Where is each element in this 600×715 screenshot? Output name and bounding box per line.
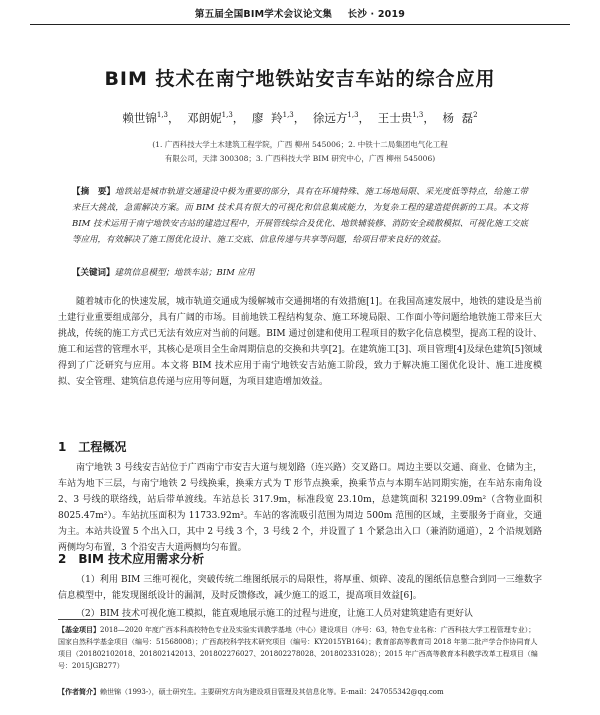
keywords-label: 【关键词】 [72,268,115,278]
section-title: 工程概况 [78,440,127,454]
affiliation-line: 有限公司，天津 300308；3. 广西科技大学 BIM 研究中心，广西 柳州 545006) [164,154,436,163]
section-heading [58,550,204,567]
author-bio-footnote [58,686,542,698]
abstract [72,184,528,248]
section-number: 2 [58,552,67,566]
section-title: BIM 技术应用需求分析 [78,552,205,566]
author-bio-label: 【作者简介】 [58,688,100,696]
abstract-text: 地铁站是城市轨道交通建设中极为重要的部分，具有在环境特殊、施工场地局限、采光度低等特点，给施工带来巨大挑战，急需解决方案。而 BIM 技术具有很大的可视化和信息集成能力，为复杂工程的建造提供新的工具。本文将 BIM 技术运用于南宁地铁安吉站的建造过程中，开展管线综合及优化、地铁辅装修、消防安全疏散模拟、可视化施工交底等应用，有效解决了施工图优化设计、施工交底、信息传递与共享等问题，给项目带来良好的效益。 [72,187,528,245]
abstract-label: 【摘 要】 [72,187,116,197]
author-list [0,110,600,126]
keywords-text: 建筑信息模型；地铁车站；BIM 应用 [114,268,255,278]
author: 杨 磊$^2$ [442,111,478,125]
author: 邓朗妮$^{1,3}$， [187,111,245,125]
author: 王士贵$^{1,3}$， [377,111,435,125]
section-heading [58,438,126,455]
keywords [72,266,528,278]
author: 廖 羚$^{1,3}$， [251,111,306,125]
running-header [0,6,600,24]
affiliation-line: (1. 广西科技大学土木建筑工程学院，广西 柳州 545006；2. 中铁十二局集团电气化工程 [152,140,448,149]
author-bio-text: 赖世锦（1993-），硕士研究生。主要研究方向为建设项目管理及其信息化等。E-mail：247055342@qq.com [100,688,444,696]
funding-label: 【基金项目】 [58,626,100,634]
section-number: 1 [58,440,67,454]
author: 赖世锦$^{1,3}$， [122,111,180,125]
header-proceedings: 第五届全国BIM学术会议论文集 [194,9,333,20]
affiliations [110,138,490,166]
header-divider [30,24,570,25]
section1-paragraph: 南宁地铁 3 号线安吉站位于广西南宁市安吉大道与规划路（连兴路）交叉路口。周边主要以交通、商业、仓储为主，车站为地下三层，与南宁地铁 2 号线换乘，换乘方式为 T 形节点换乘，换乘节点与本期车站同期实施，在车站东南角设 2、3 号线的联络线，站后带单渡线。车站总长 317.9m，标准段宽 23.10m，总建筑面积 32199.09m²（含物业面积 8025.47m²）。车站抗压面积为 11733.92m²。车站的客流吸引范围为周边 500m 范围的区域，主要服务于商业，交通为主。本站共设置 5 个出入口，其中 2 号线 3 个，3 号线 2 个，并设置了 1 个紧急出入口（兼消防通道），2 个沿规划路两侧均匀布置，3 个沿安吉大道两侧均匀布置。 [58,463,542,553]
funding-text: 2018—2020 年度广西本科高校特色专业及实验实训教学基地（中心）建设项目（序号：63，特色专业名称：广西科技大学工程管理专业）；国家自然科学基金项目（编号：51568008）；广西高校科学技术研究项目（编号：KY2015YB164）；教育部高等教育司 2018 年第二批产学合作协同育人项目（201802102018、201802142013、201802276027、201802278028、201802331028）；2015 年广西高等教育本科教学改革工程项目（编号：2015JGB277） [58,626,538,670]
footnote-divider [58,619,138,620]
section2-paragraph: （1）利用 BIM 三维可视化，突破传统二维图纸展示的局限性，将厚重、烦碎、凌乱的图纸信息整合到同一三维数字信息模型中，能发现图纸设计的漏洞，及时反馈修改，减少施工的返工，提高项目效益[6]。 [58,575,542,601]
header-location-year: 长沙 · 2019 [347,9,406,20]
paper-title: BIM 技术在南宁地铁站安吉车站的综合应用 [104,68,496,90]
funding-footnote [58,624,542,672]
intro-paragraph: 随着城市化的快速发展，城市轨道交通成为缓解城市交通拥堵的有效措施[1]。在我国高速发展中，地铁的建设是当前土建行业重要组成部分，具有广阔的市场。目前地铁工程结构复杂、施工环境局限、工作面小等问题给地铁施工带来巨大挑战，传统的施工方式已无法有效应对当前的问题。BIM 通过创建和使用工程项目的数字化信息模型，提高工程的设计、施工和运营的管理水平，其核心是项目全生命周期信息的交换和共享[2]。在建筑施工[3]、项目管理[4]及绿色建筑[5]领域得到了广泛研究与应用。本文将 BIM 技术应用于南宁地铁安吉站施工阶段，致力于解决施工图优化设计、施工进度模拟、安全管理、建筑信息传递与应用等问题，为项目建造增加效益。 [58,297,542,387]
author: 徐远方$^{1,3}$， [312,111,371,125]
section2-paragraph: （2）BIM 技术可视化施工模拟，能直观地展示施工的过程与进度，让施工人员对建筑建造有更好认 [76,609,473,618]
